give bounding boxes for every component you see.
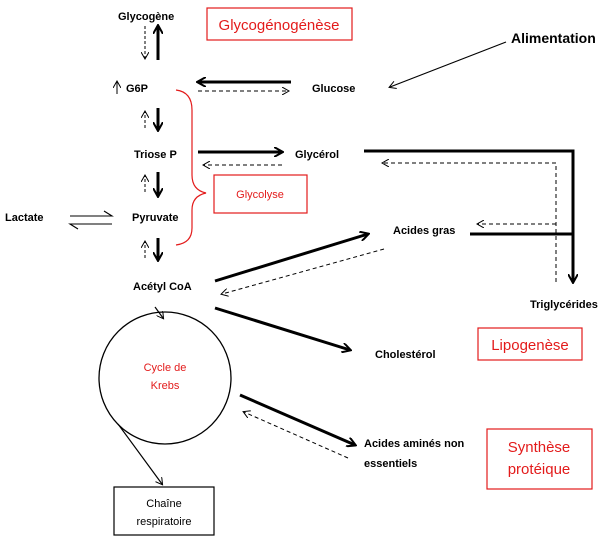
node-acetyl-coa: Acétyl CoA [133, 281, 192, 293]
node-glycogene: Glycogène [118, 11, 175, 23]
node-alimentation: Alimentation [511, 30, 596, 46]
node-acides-gras: Acides gras [393, 225, 456, 237]
label-cycle-line2: Krebs [150, 380, 180, 392]
node-cholesterol: Cholestérol [375, 349, 436, 361]
node-glucose: Glucose [312, 83, 356, 95]
node-acides-amines-line2: essentiels [364, 458, 418, 470]
arrow-krebs-to-chaine [118, 424, 162, 484]
glycolyse-brace [176, 90, 206, 245]
label-chaine-line1: Chaîne [146, 498, 182, 510]
label-glycolyse: Glycolyse [236, 189, 284, 201]
label-chaine-line2: respiratoire [136, 516, 192, 528]
arrow-triglycerides-to-glycerol-dashed [383, 163, 556, 282]
label-lipogenese: Lipogenèse [491, 337, 569, 354]
arrow-acetyl-to-cholesterol [215, 308, 350, 350]
label-synthese-box [487, 429, 592, 489]
label-synthese-line1: Synthèse [507, 439, 571, 456]
node-triglycerides: Triglycérides [530, 299, 598, 311]
node-triose-p: Triose P [134, 149, 177, 161]
label-glycolyse-box [214, 175, 307, 213]
node-acides-amines-line1: Acides aminés non [364, 438, 465, 450]
arrow-glycerol-to-triglycerides [364, 151, 573, 282]
arrow-acetyl-to-acides-gras [215, 234, 368, 281]
node-g6p: G6P [126, 83, 149, 95]
label-synthese-line2: protéique [507, 461, 571, 478]
label-glycogenogenese-box [207, 8, 352, 40]
label-glycogenogenese: Glycogénogénèse [218, 17, 340, 34]
node-lactate: Lactate [5, 212, 44, 224]
arrow-alimentation-to-glucose [390, 42, 506, 87]
arrow-lactate-pyruvate-equilibrium [70, 211, 112, 229]
label-cycle-line1: Cycle de [143, 362, 187, 374]
node-pyruvate: Pyruvate [132, 212, 179, 224]
arrow-krebs-to-acides-amines [240, 395, 355, 445]
node-glycerol: Glycérol [295, 149, 340, 161]
label-lipogenese-box [478, 328, 582, 360]
chaine-respiratoire-box [114, 487, 214, 535]
